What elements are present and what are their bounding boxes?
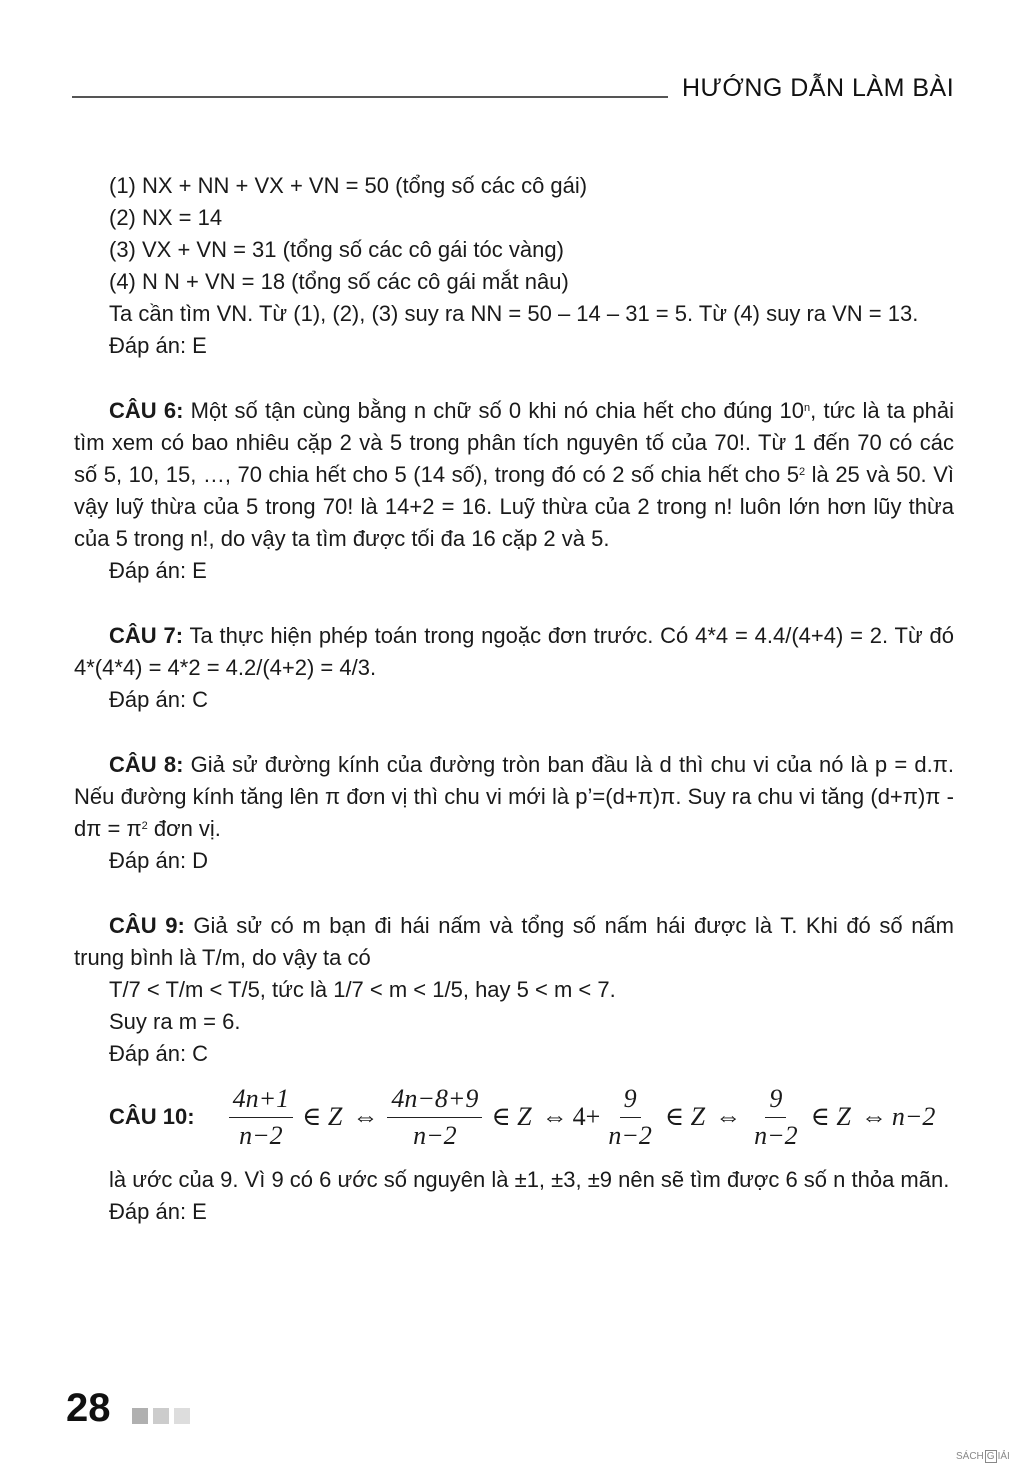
page-dot-3 — [174, 1408, 190, 1424]
question-7: CÂU 7: Ta thực hiện phép toán trong ngoặc đơn trước. Có 4*4 = 4.4/(4+4) = 2. Từ đó 4*(4*4) = 4*2 = 4.2/(4+2) = 4/3. — [74, 623, 954, 680]
question-6: CÂU 6: Một số tận cùng bằng n chữ số 0 khi nó chia hết cho đúng 10$^n$, tức là ta phải tìm xem có bao nhiêu cặp 2 và 5 trong phân tích nguyên tố của 70!. Từ 1 đến 70 có các số 5, 10, 15, …, 70 chia hết cho 5 (14 số), trong đó có 2 số chia hết cho $5^2$ là 25 và 50. Vì vậy luỹ thừa của 5 trong 70! là 14+2 = 16. Luỹ thừa của 2 trong n! luôn lớn hơn lũy thừa của 5 trong n!, do vậy ta tìm được tối đa 16 cặp 2 và 5. — [74, 398, 954, 551]
question-8: CÂU 8: Giả sử đường kính của đường tròn ban đầu là d thì chu vi của nó là p = d.π. Nếu đường kính tăng lên π đơn vị thì chu vi mới là p’=(d+π)π. Suy ra chu vi tăng $(d+\pi)\pi - d\pi = \pi^2$ đơn vị. — [74, 752, 954, 841]
running-header: HƯỚNG DẪN LÀM BÀI — [682, 74, 955, 102]
question-9-line-2: Suy ra m = 6. — [109, 1009, 241, 1034]
page-dot-2 — [153, 1408, 169, 1424]
fraction-2: $\frac{4n-8+9}{n-2}$ — [387, 1083, 482, 1152]
solution-5-answer: Đáp án: E — [109, 333, 207, 358]
equation-4: (4) N N + VN = 18 (tổng số các cô gái mắt nâu) — [109, 269, 569, 294]
page-dot-1 — [132, 1408, 148, 1424]
watermark-logo: SÁCH G IẢI — [956, 1451, 1010, 1462]
question-9-answer: Đáp án: C — [109, 1041, 209, 1066]
question-10-text: là ước của 9. Vì 9 có 6 ước số nguyên là ±1, ±3, ±9 nên sẽ tìm được 6 số n thỏa mãn. — [109, 1167, 950, 1192]
question-9: CÂU 9: Giả sử có m bạn đi hái nấm và tổng số nấm hái được là T. Khi đó số nấm trung bình là T/m, do vậy ta có — [74, 913, 954, 970]
question-10-answer: Đáp án: E — [109, 1199, 207, 1224]
question-6-label: CÂU 6: — [109, 398, 184, 423]
page-content — [74, 170, 954, 1228]
question-10-label: CÂU 10: — [109, 1104, 195, 1129]
equation-3: (3) VX + VN = 31 (tổng số các cô gái tóc vàng) — [109, 237, 564, 262]
fraction-4: $\frac{9}{n-2}$ — [754, 1083, 798, 1150]
fraction-3: $\frac{9}{n-2}$ — [608, 1083, 652, 1150]
question-10-formula: CÂU 10: $\frac{4n+1}{n-2}$ ∈ Z ⇔ $\frac{4n-8+9}{n-2}$ ∈ Z ⇔ 4+ $\frac{9}{n-2}$ ∈ Z ⇔ $\frac{9}{n-2}$ ∈ Z ⇔ n−2 — [109, 1083, 936, 1150]
question-7-answer: Đáp án: C — [109, 687, 209, 712]
question-8-answer: Đáp án: D — [109, 848, 209, 873]
question-9-line-1: T/7 < T/m < T/5, tức là 1/7 < m < 1/5, hay 5 < m < 7. — [109, 977, 616, 1002]
question-7-label: CÂU 7: — [109, 623, 184, 648]
header-rule — [72, 96, 668, 98]
page-dots — [132, 1408, 190, 1424]
fraction-1: $\frac{4n+1}{n-2}$ — [229, 1083, 294, 1152]
equation-2: (2) NX = 14 — [109, 205, 223, 230]
solution-5-text: Ta cần tìm VN. Từ (1), (2), (3) suy ra NN = 50 – 14 – 31 = 5. Từ (4) suy ra VN = 13. — [109, 301, 919, 326]
page-number: 28 — [66, 1386, 111, 1430]
question-9-label: CÂU 9: — [109, 913, 185, 938]
question-6-answer: Đáp án: E — [109, 558, 207, 583]
equation-1: (1) NX + NN + VX + VN = 50 (tổng số các cô gái) — [109, 173, 588, 198]
question-8-label: CÂU 8: — [109, 752, 184, 777]
